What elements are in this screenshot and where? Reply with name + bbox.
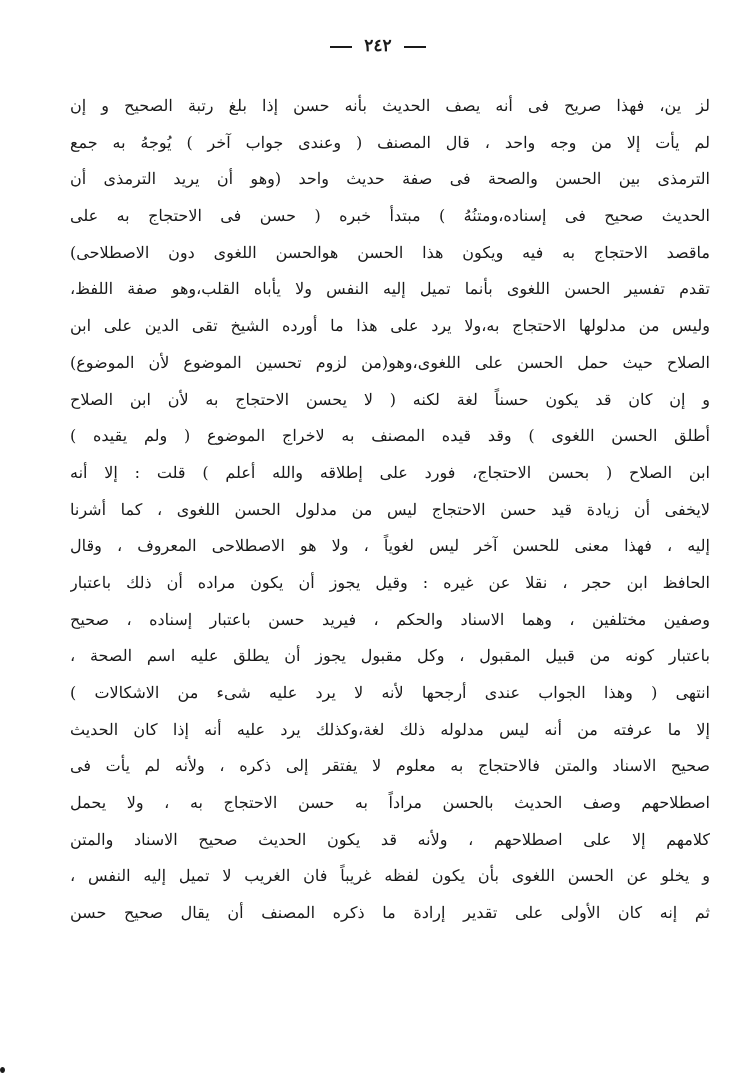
text-line: ثم إنه كان الأولى على تقدير إرادة ما ذكره المصنف أن يقال صحيح حسن: [70, 903, 710, 923]
text-line: ابن الصلاح ( بحسن الاحتجاج، فورد على إطلاقه والله أعلم ) قلت : إلا أنه: [70, 462, 710, 482]
text-line: تقدم تفسير الحسن اللغوى بأنما تميل إليه النفس ولا يأباه القلب،وهو صفة اللفظ،: [70, 279, 710, 299]
text-line: وليس من مدلولها الاحتجاج به،ولا يرد على هذا ما أورده الشيخ تقى الدين على ابن: [70, 316, 710, 336]
text-line: وصفين مختلفين ، وهما الاسناد والحكم ، فيريد حسن باعتبار إسناده ، صحيح: [70, 609, 710, 629]
text-line: إليه ، فهذا معنى للحسن آخر ليس لغوياً ، ولا هو الاصطلاحى المعروف ، وقال: [70, 536, 710, 556]
text-line: الحديث صحيح فى إسناده،ومتنُهُ ) مبتدأ خبره ( حسن فى الاحتجاج به على: [70, 206, 710, 226]
text-line: صحيح الاسناد والمتن فالاحتجاج به معلوم لا يفتقر إلى ذكره ، ولأنه لم يأت فى: [70, 756, 710, 776]
text-line: الترمذى بين الحسن والصحة فى صفة حديث واحد (وهو أن يريد الترمذى أن: [70, 169, 710, 189]
body-text: [70, 88, 710, 932]
text-line: اصطلاحهم وصف الحديث بالحسن مراداً به حسن الاحتجاج به ، ولا يحمل: [70, 793, 710, 813]
text-line: و يخلو عن الحسن اللغوى بأن يكون لفظه غريباً فان الغريب لا تميل إليه النفس ،: [70, 866, 710, 886]
text-line: الحافظ ابن حجر ، نقلا عن غيره : وقيل يجوز أن يكون مراده أن ذلك باعتبار: [70, 572, 710, 592]
text-line: و إن كان قد يكون حسناً لغة لكنه ( لا يحسن الاحتجاج به لأن ابن الصلاح: [70, 389, 710, 409]
header-dash-left: [330, 46, 352, 48]
page-header: [0, 36, 756, 56]
text-line: إلا ما عرفته من أنه ليس مدلوله ذلك لغة،وكذلك يرد عليه أنه إذا كان الحديث: [70, 719, 710, 739]
text-line: كلامهم إلا على اصطلاحهم ، ولأنه قد يكون الحديث صحيح الاسناد والمتن: [70, 829, 710, 849]
text-line: لايخفى أن زيادة قيد حسن الاحتجاج ليس من مدلول الحسن اللغوى ، كما أشرنا: [70, 499, 710, 519]
text-line: باعتبار كونه من قبيل المقبول ، وكل مقبول يجوز أن يطلق عليه اسم الصحة ،: [70, 646, 710, 666]
header-dash-right: [404, 46, 426, 48]
text-line: أطلق الحسن اللغوى ) وقد قيده المصنف به لاخراج الموضوع ( ولم يقيده ): [70, 426, 710, 446]
text-line: لز ين، فهذا صريح فى أنه يصف الحديث بأنه حسن إذا بلغ رتبة الصحيح و إن: [70, 96, 710, 115]
scan-speck: [0, 1067, 5, 1073]
text-line: انتهى ( وهذا الجواب عندى أرجحها لأنه لا يرد عليه شىء من الاشكالات ): [70, 683, 710, 702]
page-number: ٢٤٢: [364, 36, 392, 56]
text-line: الصلاح حيث حمل الحسن على اللغوى،وهو(من لزوم تحسين الموضوع لأن الموضوع): [70, 352, 710, 372]
text-line: لم يأت إلا من وجه واحد ، قال المصنف ( وعندى جواب آخر ) يُوجهُ به جمع: [70, 132, 710, 152]
text-line: ماقصد الاحتجاج به فيه ويكون هذا الحسن هوالحسن اللغوى دون الاصطلاحى): [70, 242, 710, 262]
